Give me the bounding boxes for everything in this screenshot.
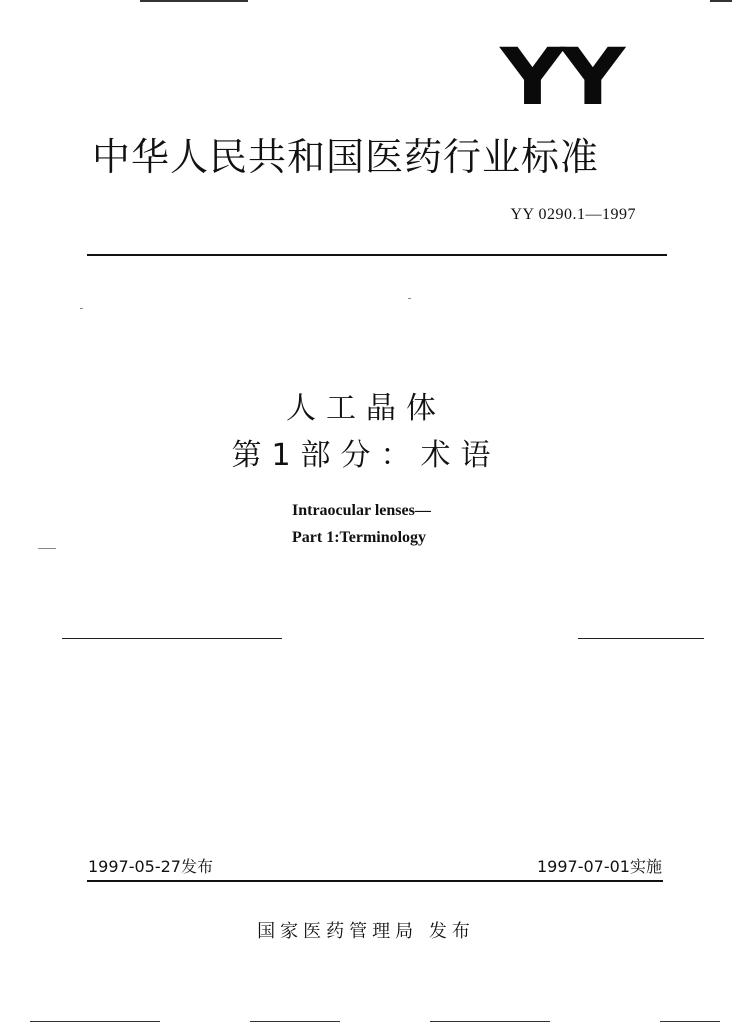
divider-left <box>62 638 282 639</box>
bottom-edge-rule <box>660 1021 720 1022</box>
organization-title: 中华人民共和国医药行业标准 <box>92 135 600 179</box>
english-title-line1: Intraocular lenses— <box>292 502 431 519</box>
chinese-title-line2: 第1部分：术语 <box>231 438 501 473</box>
scan-speck <box>38 548 56 549</box>
divider-right <box>578 638 704 639</box>
yy-logo: YY <box>500 33 621 123</box>
standard-number: YY 0290.1—1997 <box>510 206 636 223</box>
scan-speck <box>408 298 411 299</box>
issue-date: 1997-05-27发布 <box>88 857 213 876</box>
chinese-title-line1: 人工晶体 <box>286 391 446 426</box>
english-title-line2: Part 1:Terminology <box>292 529 427 546</box>
scan-speck <box>80 308 83 309</box>
effective-date: 1997-07-01实施 <box>537 857 662 876</box>
bottom-edge-rule <box>430 1021 550 1022</box>
top-edge-rule-left <box>140 0 248 2</box>
footer-rule <box>87 880 663 882</box>
top-edge-rule-right <box>710 0 732 2</box>
bottom-edge-rule <box>30 1021 160 1022</box>
bottom-edge-rule <box>250 1021 340 1022</box>
header-rule <box>87 254 667 256</box>
publisher: 国家医药管理局 发布 <box>257 921 475 942</box>
